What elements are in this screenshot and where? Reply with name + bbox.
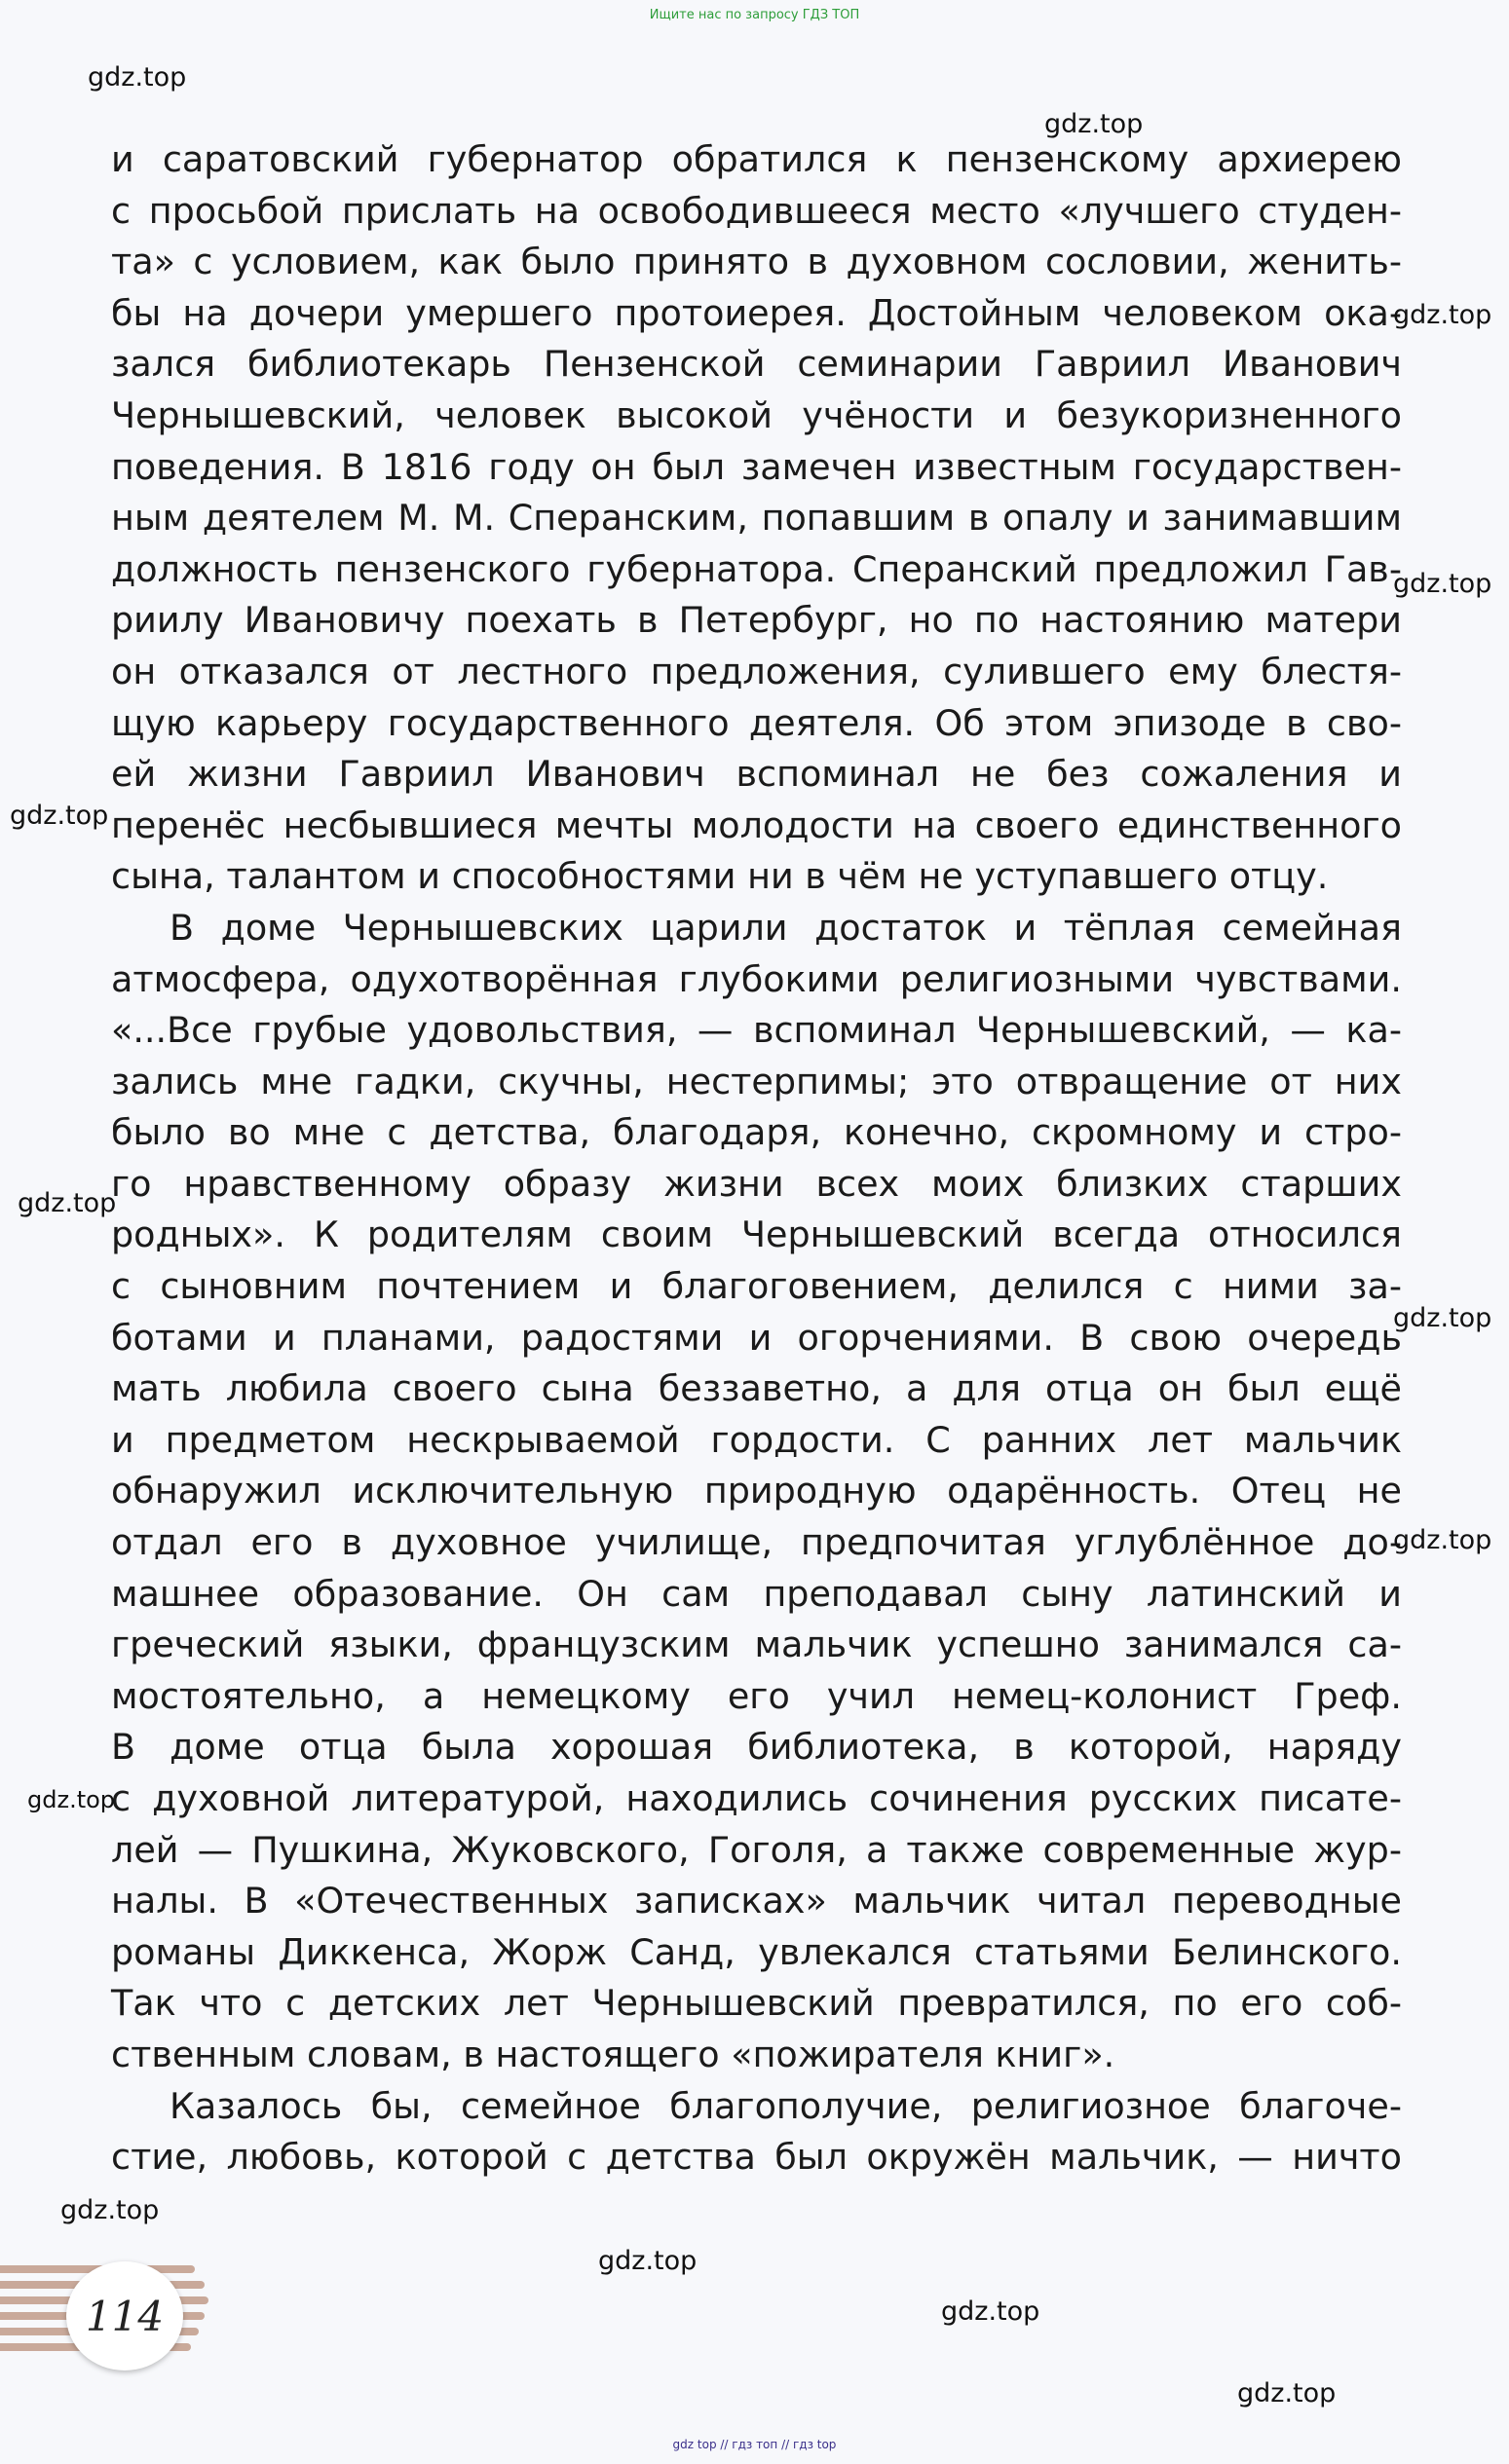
watermark: gdz.top (1393, 300, 1492, 330)
text-line: зался библиотекарь Пензенской семинарии Гавриил Иванович (111, 343, 1402, 386)
watermark: gdz.top (941, 2296, 1040, 2327)
watermark: gdz.top (1237, 2378, 1337, 2408)
text-line: сына, талантом и способностями ни в чём не уступавшего отцу. (111, 855, 1329, 898)
text-line: риилу Ивановичу поехать в Петербург, но по настоянию матери (111, 599, 1402, 642)
text-line: В доме отца была хорошая библиотека, в которой, наряду (111, 1726, 1402, 1769)
text-line: атмосфера, одухотворённая глубокими религиозными чувствами. (111, 957, 1402, 1000)
watermark: gdz.top (1393, 1303, 1492, 1333)
text-line: должность пензенского губернатора. Сперанский предложил Гав- (111, 547, 1402, 590)
text-line: «...Все грубые удовольствия, — вспоминал Чернышевский, — ка- (111, 1009, 1402, 1052)
text-line: ным деятелем М. М. Сперанским, попавшим в опалу и занимавшим (111, 497, 1402, 540)
text-line: лей — Пушкина, Жуковского, Гоголя, а также современные жур- (111, 1828, 1402, 1871)
text-line: было во мне с детства, благодаря, конечно, скромному и стро- (111, 1111, 1402, 1154)
text-line: с духовной литературой, находились сочинения русских писате- (111, 1777, 1402, 1819)
text-line: с просьбой прислать на освободившееся место «лучшего студен- (111, 189, 1402, 232)
text-line: Казалось бы, семейное благополучие, религиозное благоче- (170, 2084, 1402, 2127)
text-line: перенёс несбывшиеся мечты молодости на своего единственного (111, 803, 1402, 846)
text-line: обнаружил исключительную природную одарённость. Отец не (111, 1470, 1402, 1512)
text-line: и предметом нескрываемой гордости. С ранних лет мальчик (111, 1418, 1402, 1461)
text-line: мать любила своего сына беззаветно, а для отца он был ещё (111, 1367, 1402, 1410)
text-line: стие, любовь, которой с детства был окружён мальчик, — ничто (111, 2136, 1402, 2179)
watermark: gdz.top (1393, 569, 1492, 599)
text-line: бы на дочери умершего протоиерея. Достойным человеком ока- (111, 291, 1402, 334)
text-line: В доме Чернышевских царили достаток и тёплая семейная (170, 906, 1402, 949)
watermark: gdz.top (60, 2195, 160, 2225)
text-line: машнее образование. Он сам преподавал сыну латинский и (111, 1572, 1402, 1615)
text-line: отдал его в духовное училище, предпочитая углублённое до- (111, 1521, 1402, 1564)
text-line: зались мне гадки, скучны, нестерпимы; это отвращение от них (111, 1060, 1402, 1102)
watermark: gdz.top (10, 801, 109, 831)
top-banner: Ищите нас по запросу ГДЗ ТОП (649, 8, 860, 22)
text-line: го нравственному образу жизни всех моих близких старших (111, 1162, 1402, 1205)
text-line: родных». К родителям своим Чернышевский всегда относился (111, 1213, 1402, 1256)
watermark: gdz.top (27, 1786, 116, 1813)
watermark: gdz.top (1393, 1525, 1492, 1555)
text-line: ботами и планами, радостями и огорчениями. В свою очередь (111, 1316, 1402, 1359)
text-line: мостоятельно, а немецкому его учил немец-колонист Греф. (111, 1674, 1402, 1717)
watermark: gdz.top (18, 1188, 117, 1218)
page-text (111, 134, 1402, 2184)
text-line: та» с условием, как было принято в духовном сословии, женить- (111, 241, 1402, 283)
text-line: романы Диккенса, Жорж Санд, увлекался статьями Белинского. (111, 1930, 1402, 1973)
text-line: ей жизни Гавриил Иванович вспоминал не без сожаления и (111, 753, 1402, 796)
text-line: греческий языки, французским мальчик успешно занимался са- (111, 1624, 1402, 1666)
text-line: с сыновним почтением и благоговением, делился с ними за- (111, 1265, 1402, 1308)
text-line: Так что с детских лет Чернышевский превратился, по его соб- (111, 1982, 1402, 2025)
text-line: щую карьеру государственного деятеля. Об этом эпизоде в сво- (111, 701, 1402, 744)
watermark: gdz.top (88, 62, 187, 93)
text-line: Чернышевский, человек высокой учёности и безукоризненного (111, 393, 1402, 436)
text-line: и саратовский губернатор обратился к пензенскому архиерею (111, 138, 1402, 180)
watermark: gdz.top (1044, 109, 1144, 139)
page-number: 114 (66, 2261, 183, 2371)
watermark: gdz.top (598, 2246, 698, 2276)
bottom-banner: gdz top // гдз топ // гдз top (672, 2438, 837, 2451)
text-line: он отказался от лестного предложения, сулившего ему блестя- (111, 650, 1402, 692)
text-line: налы. В «Отечественных записках» мальчик читал переводные (111, 1880, 1402, 1923)
text-line: поведения. В 1816 году он был замечен известным государствен- (111, 445, 1402, 488)
text-line: ственным словам, в настоящего «пожирателя книг». (111, 2033, 1115, 2075)
